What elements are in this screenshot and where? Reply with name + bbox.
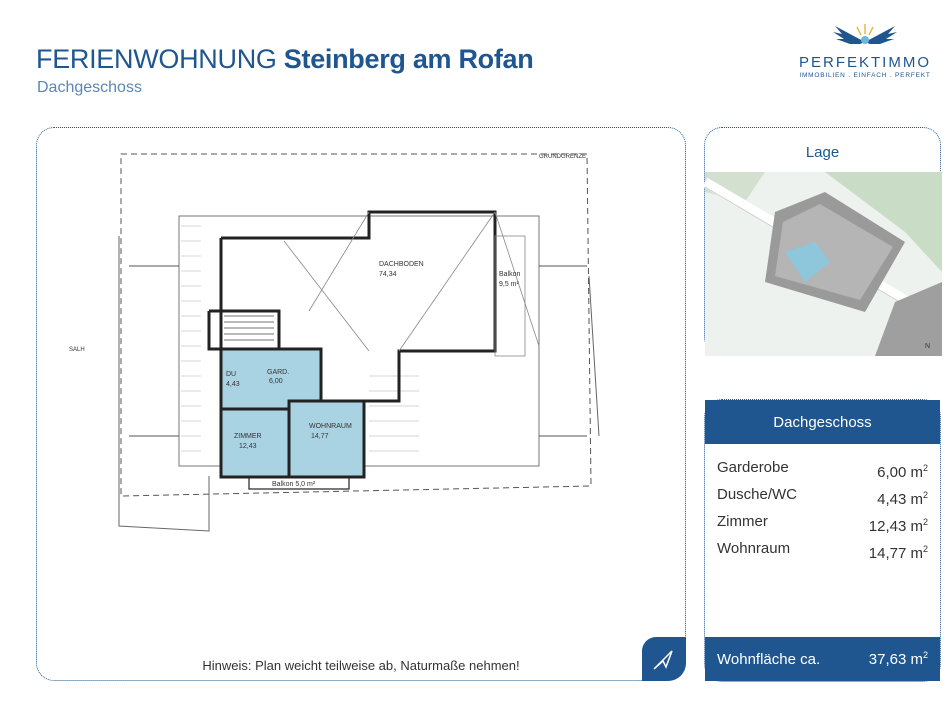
label-left-side: SALH [69,347,85,353]
area-room-name: Garderobe [717,459,789,476]
label-dachboden-area: 74,34 [379,271,397,278]
area-row [717,538,928,565]
winged-sun-logo [830,20,900,52]
total-area-value: 37,63 $m^2$ [868,650,928,668]
area-room-name: Wohnraum [717,540,791,557]
area-room-value: 4,43 $m^2$ [877,490,928,508]
company-logo [790,20,940,100]
label-zimmer: ZIMMER [234,433,262,440]
area-row [717,484,928,511]
page-subtitle: Dachgeschoss [37,79,142,96]
area-room-value: 6,00 $m^2$ [877,463,928,481]
floor-plan-drawing [69,146,629,616]
label-wohnraum-area: 14,77 [311,433,329,440]
page-title [36,44,533,74]
area-panel [704,399,941,682]
location-title: Lage [805,144,840,161]
location-panel [704,127,941,355]
label-grundgrenze: GRUNDGRENZE [539,154,587,160]
plan-hint: Hinweis: Plan weicht teilweise ab, Naturmaße nehmen! [202,658,520,673]
title-prefix: FERIENWOHNUNG [36,44,277,74]
label-balkon-right: Balkon [499,271,521,278]
map-north-label: N [925,343,931,350]
area-room-name: Dusche/WC [717,486,798,503]
label-wohnraum: WOHNRAUM [309,423,352,430]
corner-tab [642,637,686,681]
label-balkon-bottom: Balkon 5,0 m² [272,481,316,488]
area-room-value: 14,77 $m^2$ [868,544,928,562]
area-room-name: Zimmer [717,513,768,530]
logo-brand: PERFEKTIMMO [798,54,931,71]
location-map [705,172,942,356]
label-dachboden: DACHBODEN [379,261,424,268]
total-area-bar [705,637,940,681]
area-row [717,511,928,538]
logo-tagline: IMMOBILIEN . EINFACH . PERFEKT [799,72,931,79]
north-arrow-icon [642,637,686,681]
area-list [717,457,928,565]
label-garderobe-area: 6,00 [269,378,283,385]
total-area-label: Wohnfläche ca. [717,650,821,668]
area-row [717,457,928,484]
floor-plan-panel [36,127,686,681]
label-zimmer-area: 12,43 [239,443,257,450]
label-wc: DU [226,371,237,378]
label-wc-area: 4,43 [226,381,240,388]
area-room-value: 12,43 $m^2$ [868,517,928,535]
title-location: Steinberg am Rofan [283,44,534,74]
area-panel-header: Dachgeschoss [705,400,940,444]
label-balkon-right-area: 9,5 m² [499,281,519,288]
label-garderobe: GARD. [267,369,290,376]
